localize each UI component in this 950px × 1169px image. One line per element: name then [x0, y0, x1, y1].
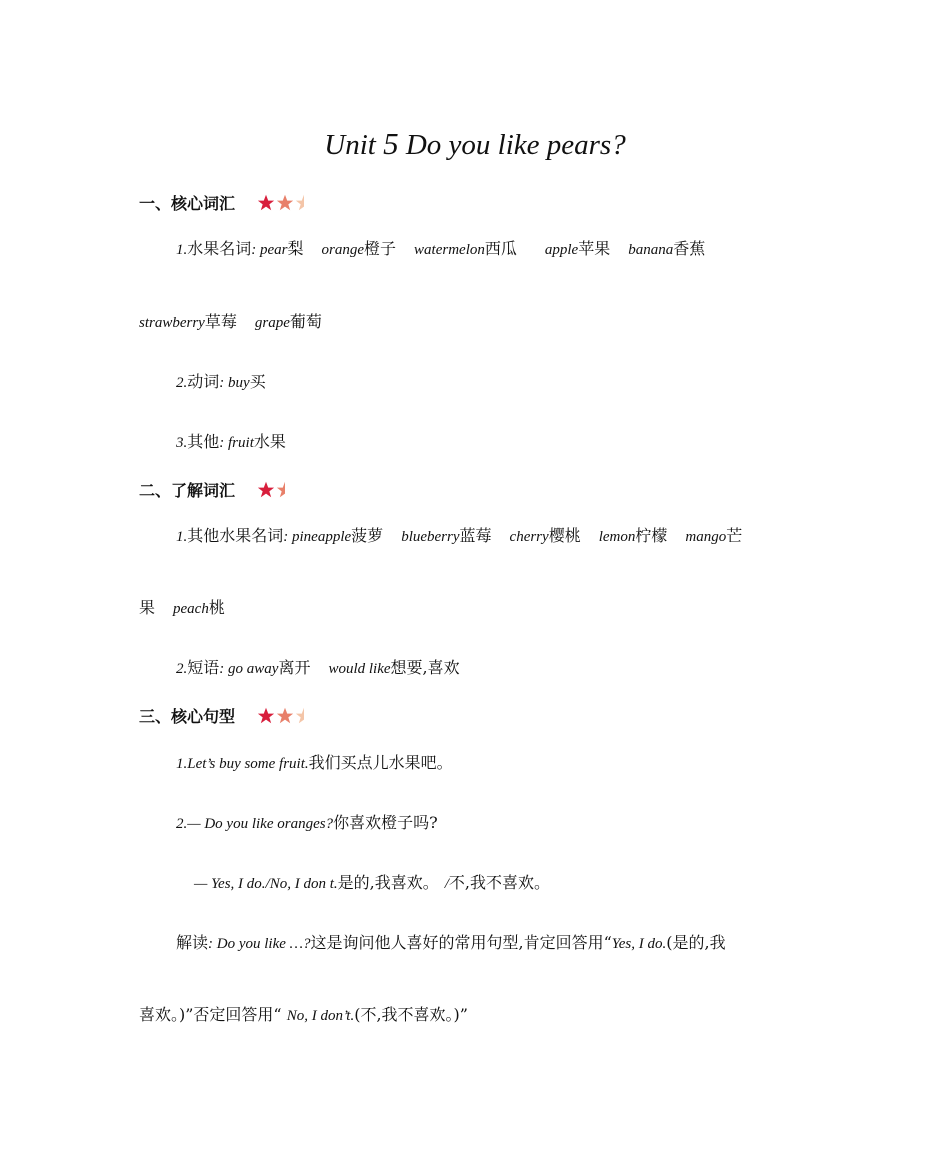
half-star-icon — [276, 481, 294, 498]
vocab-line-verb: 2.动词: buy买 — [176, 372, 266, 391]
section-heading-core-sentences — [139, 704, 314, 728]
vocab-line-other: 3.其他: fruit水果 — [176, 432, 286, 451]
vocab-line-other-fruits-cont: 果 peach桃 — [139, 598, 225, 617]
half-star-icon — [295, 707, 313, 724]
note-line-2: 喜欢。)”否定回答用“ No, I don’t.(不,我不喜欢。)” — [139, 1005, 468, 1024]
section-heading-text: 二、了解词汇 — [139, 481, 236, 500]
sentence-3: — Yes, I do./No, I don t.是的,我喜欢。 /不,我不喜欢。 — [194, 873, 550, 892]
sentence-2: 2.— Do you like oranges?你喜欢橙子吗? — [176, 813, 438, 832]
half-star-icon — [295, 194, 313, 211]
section-heading-know-vocab — [139, 478, 295, 502]
section-heading-text: 一、核心词汇 — [139, 194, 236, 213]
star-icon — [276, 707, 294, 724]
vocab-line-fruits-cont: strawberry草莓 grape葡萄 — [139, 312, 322, 331]
section-heading-text: 三、核心句型 — [139, 707, 236, 726]
section-heading-core-vocab — [139, 191, 314, 215]
star-rating — [257, 194, 314, 215]
star-icon — [276, 194, 294, 211]
star-rating — [257, 481, 295, 502]
star-icon — [257, 194, 275, 211]
vocab-line-fruits: 1.水果名词: pear梨 orange橙子 watermelon西瓜 apple苹果 banana香蕉 — [176, 239, 706, 258]
sentence-1: 1.Let’s buy some fruit.我们买点儿水果吧。 — [176, 753, 453, 772]
page-title: Unit 5 Do you like pears? — [324, 126, 626, 161]
star-rating — [257, 707, 314, 728]
star-icon — [257, 481, 275, 498]
star-icon — [257, 707, 275, 724]
note-line-1: 解读: Do you like …?这是询问他人喜好的常用句型,肯定回答用“Yes, I do.(是的,我 — [176, 933, 726, 952]
vocab-line-other-fruits: 1.其他水果名词: pineapple菠萝 blueberry蓝莓 cherry樱桃 lemon柠檬 mango芒 — [176, 526, 743, 545]
vocab-line-phrases: 2.短语: go away离开 would like想要,喜欢 — [176, 658, 460, 677]
